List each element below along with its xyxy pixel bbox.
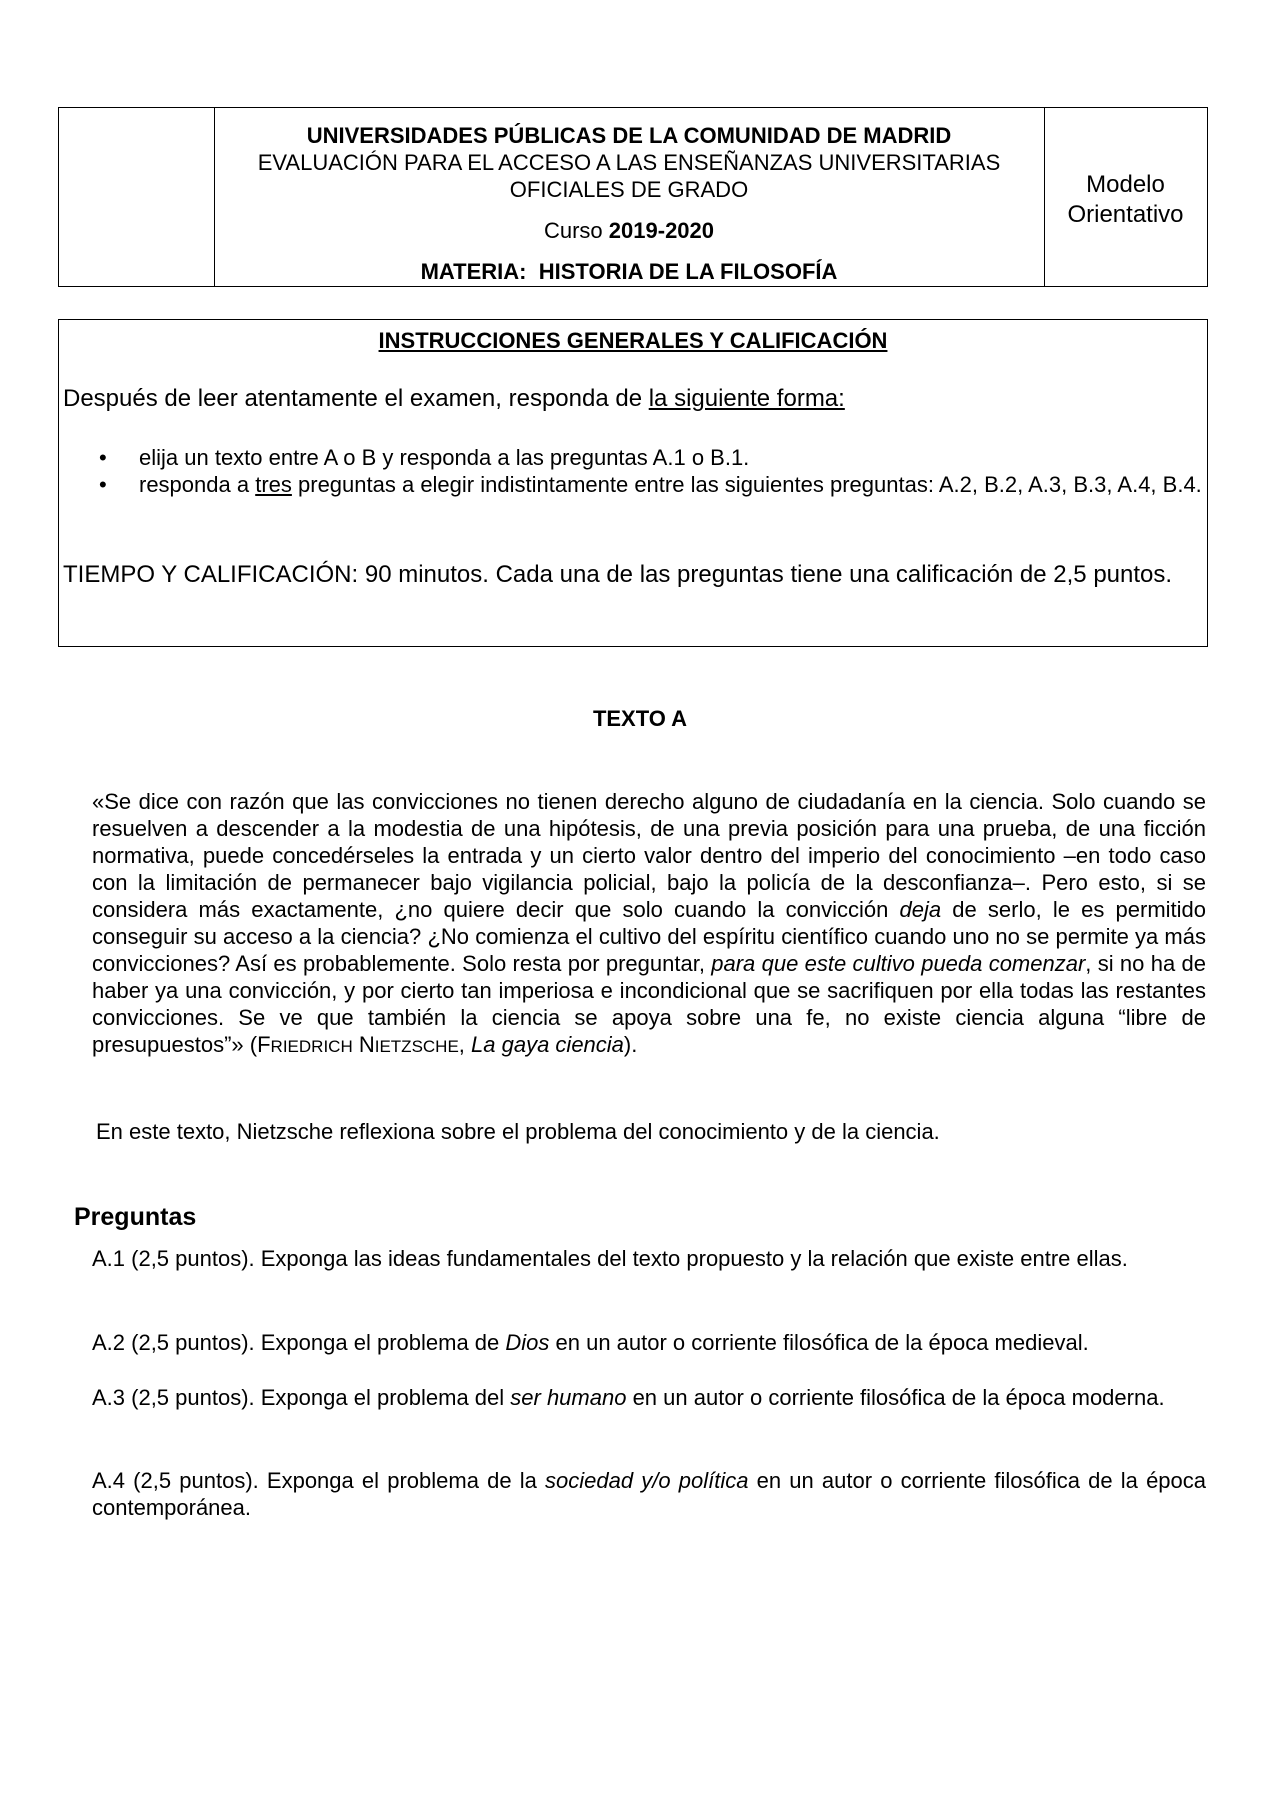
model-cell (1044, 170, 1207, 230)
intro-text: Después de leer atentamente el examen, responda de (63, 385, 649, 412)
model-line-2: Orientativo (1067, 201, 1184, 228)
evaluation-line-1: EVALUACIÓN PARA EL ACCESO A LAS ENSEÑANZAS UNIVERSITARIAS (257, 150, 1001, 175)
book-title: La gaya ciencia (471, 1032, 624, 1057)
author-last-initial: N (358, 1032, 375, 1057)
question-a1: A.1 (2,5 puntos). Exponga las ideas fundamentales del texto propuesto y la relación que existe entre ellas. (92, 1246, 1128, 1271)
evaluation-line-2: OFICIALES DE GRADO (509, 177, 749, 202)
time-and-grading: TIEMPO Y CALIFICACIÓN: 90 minutos. Cada una de las preguntas tiene una calificación de 2,5 puntos. (63, 561, 1173, 588)
text-a-title: TEXTO A (592, 706, 688, 731)
quote-part-2: de serlo, le es permitido conseguir su acceso a la ciencia? ¿No comienza el cultivo del espíritu científico cuando uno no se permite ya más convicciones? Así es probablemente. Solo resta por preguntar, (92, 897, 1207, 976)
q3-prefix: A.3 (2,5 puntos). Exponga el problema del (92, 1385, 511, 1410)
intro-underlined: la siguiente forma: (648, 385, 845, 412)
question-a3 (92, 1384, 1206, 1411)
quote-end: ). (623, 1032, 638, 1057)
q4-prefix: A.4 (2,5 puntos). Exponga el problema de la (92, 1468, 546, 1493)
text-a-quote (92, 788, 1206, 1060)
author-name (257, 1032, 459, 1057)
exam-header-table (58, 107, 1208, 287)
bullet-text: elija un texto entre A o B y responda a las preguntas A.1 o B.1. (139, 445, 750, 470)
bullet-icon: • (99, 445, 107, 470)
list-item (99, 471, 1203, 498)
text-a-context: En este texto, Nietzsche reflexiona sobre el problema del conocimiento y de la ciencia. (96, 1119, 940, 1144)
instructions-box (58, 319, 1208, 647)
course-line (214, 217, 1044, 244)
q2-prefix: A.2 (2,5 puntos). Exponga el problema de (92, 1330, 506, 1355)
questions-heading: Preguntas (74, 1203, 197, 1231)
question-a2 (92, 1329, 1206, 1356)
course-label: Curso (543, 218, 603, 243)
bullet-icon: • (99, 472, 107, 497)
q3-suffix: en un autor o corriente filosófica de la época moderna. (626, 1385, 1165, 1410)
q4-italic: sociedad y/o política (545, 1468, 749, 1493)
bullet-text-prefix: responda a (139, 472, 256, 497)
subject-name: HISTORIA DE LA FILOSOFÍA (538, 259, 838, 284)
bullet-text-suffix: preguntas a elegir indistintamente entre las siguientes preguntas: A.2, B.2, A.3, B.3, A.4, B.4. (291, 472, 1202, 497)
author-first-initial: F (257, 1032, 271, 1057)
q3-italic: ser humano (510, 1385, 627, 1410)
question-a4 (92, 1467, 1206, 1521)
bullet-text-underlined: tres (255, 472, 292, 497)
subject-line (214, 258, 1044, 285)
quote-part-1: «Se dice con razón que las convicciones no tienen derecho alguno de ciudadanía en la ciencia. Solo cuando se resuelven a descender a la modestia de una hipótesis, de una previa posición para una prueba, de una ficción normativa, puede concedérseles la entrada y un cierto valor dentro del imperio del conocimiento –en todo caso con la limitación de permanecer bajo vigilancia policial, bajo la policía de la desconfianza–. Pero esto, si se considera más exactamente, ¿no quiere decir que solo cuando la convicción (92, 789, 1206, 922)
list-item (99, 444, 1203, 471)
q2-suffix: en un autor o corriente filosófica de la época medieval. (549, 1330, 1089, 1355)
quote-italic-2: para que este cultivo pueda comenzar (711, 951, 1086, 976)
model-line-1: Modelo (1086, 171, 1165, 198)
instructions-list (99, 444, 1203, 498)
quote-part-3: , si no ha de haber ya una convicción, y por cierto tan imperiosa e incondicional que se sacrifiquen por ella todas las restantes convicciones. Se ve que también la ciencia se apoya sobre una fe, no existe ciencia alguna “libre de presupuestos”» ( (92, 951, 1206, 1057)
instructions-intro (63, 384, 845, 414)
author-separator: , (458, 1032, 472, 1057)
author-first-rest: RIEDRICH (270, 1037, 353, 1056)
quote-italic-1: deja (899, 897, 942, 922)
author-last-rest: IETZSCHE (374, 1037, 459, 1056)
course-year: 2019-2020 (608, 218, 715, 243)
university-title: UNIVERSIDADES PÚBLICAS DE LA COMUNIDAD DE MADRID (306, 123, 952, 148)
q4-suffix: en un autor o corriente filosófica de la época contemporánea. (92, 1468, 1207, 1520)
header-center-cell (214, 122, 1044, 285)
instructions-title: INSTRUCCIONES GENERALES Y CALIFICACIÓN (378, 328, 888, 353)
q2-italic: Dios (505, 1330, 550, 1355)
subject-label: MATERIA: (420, 259, 527, 284)
